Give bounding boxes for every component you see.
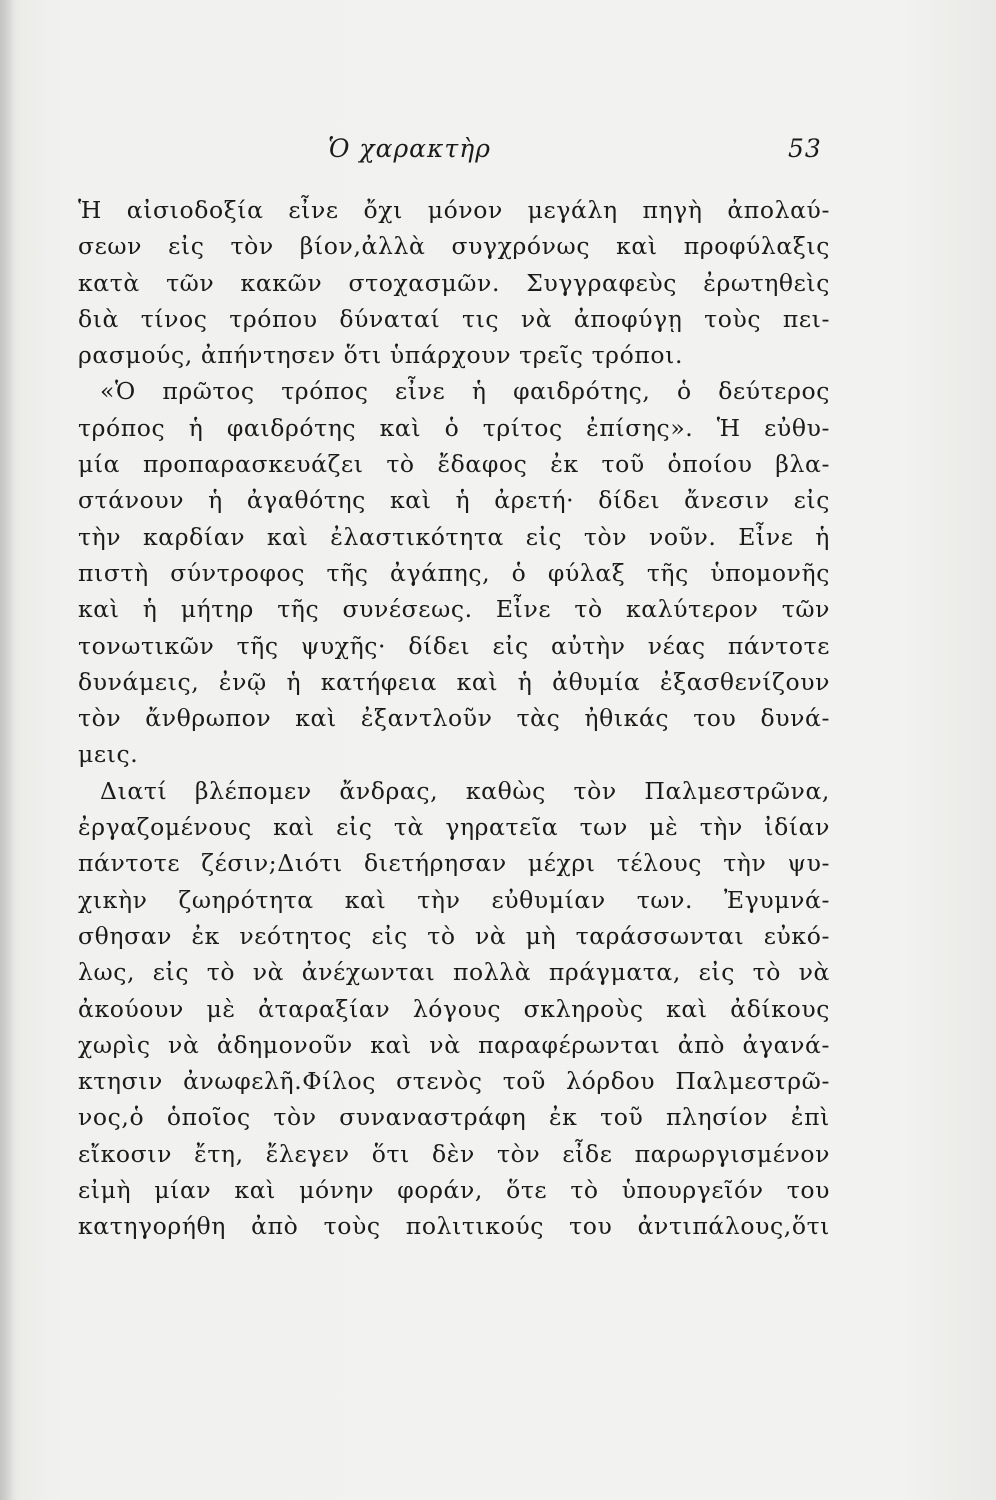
text-line: μεις. xyxy=(78,740,139,769)
page-number: 53 xyxy=(788,134,822,163)
text-line: μία προπαρασκευάζει τὸ ἔδαφος ἐκ τοῦ ὁποίου βλα- xyxy=(78,450,830,479)
text-line: τὸν ἄνθρωπον καὶ ἐξαντλοῦν τὰς ἠθικάς του δυνά- xyxy=(78,704,830,733)
text-line: λως, εἰς τὸ νὰ ἀνέχωνται πολλὰ πράγματα, εἰς τὸ νὰ xyxy=(78,958,830,987)
text-line: ἀκούουν μὲ ἀταραξίαν λόγους σκληροὺς καὶ ἀδίκους xyxy=(78,994,830,1023)
paragraph-1 xyxy=(78,192,830,373)
text-line: τονωτικῶν τῆς ψυχῆς· δίδει εἰς αὐτὴν νέας πάντοτε xyxy=(78,631,830,660)
paragraph-2 xyxy=(78,373,830,772)
paragraph-3 xyxy=(78,773,830,1245)
text-line: κατηγορήθη ἀπὸ τοὺς πολιτικούς του ἀντιπάλους,ὅτι xyxy=(78,1212,830,1241)
text-line: νος,ὁ ὁποῖος τὸν συναναστράφη ἐκ τοῦ πλησίον ἐπὶ xyxy=(78,1103,830,1132)
text-line: ἐργαζομένους καὶ εἰς τὰ γηρατεῖα των μὲ τὴν ἰδίαν xyxy=(78,813,830,842)
running-title: Ὁ χαρακτὴρ xyxy=(328,134,491,163)
text-line: διὰ τίνος τρόπου δύναταί τις νὰ ἀποφύγῃ τοὺς πει- xyxy=(78,304,830,333)
text-line: κτησιν ἀνωφελῆ.Φίλος στενὸς τοῦ λόρδου Παλμεστρῶ- xyxy=(78,1067,830,1096)
text-line: καὶ ἡ μήτηρ τῆς συνέσεως. Εἶνε τὸ καλύτερον τῶν xyxy=(78,595,830,624)
text-line: Ἡ αἰσιοδοξία εἶνε ὄχι μόνον μεγάλη πηγὴ ἀπολαύ- xyxy=(78,196,830,224)
text-line: χωρὶς νὰ ἀδημονοῦν καὶ νὰ παραφέρωνται ἀπὸ ἀγανά- xyxy=(78,1030,830,1059)
text-line: τρόπος ἡ φαιδρότης καὶ ὁ τρίτος ἐπίσης». Ἡ εὐθυ- xyxy=(78,413,830,442)
text-line: δυνάμεις, ἐνῷ ἡ κατήφεια καὶ ἡ ἀθυμία ἐξασθενίζουν xyxy=(78,667,830,696)
text-line: ρασμούς, ἀπήντησεν ὅτι ὑπάρχουν τρεῖς τρόποι. xyxy=(78,341,684,370)
text-line: πιστὴ σύντροφος τῆς ἀγάπης, ὁ φύλαξ τῆς ὑπομονῆς xyxy=(78,558,830,587)
text-line: πάντοτε ζέσιν;Διότι διετήρησαν μέχρι τέλους τὴν ψυ- xyxy=(78,849,830,878)
text-line: κατὰ τῶν κακῶν στοχασμῶν. Συγγραφεὺς ἐρωτηθεὶς xyxy=(78,268,830,297)
text-line: εἴκοσιν ἔτη, ἔλεγεν ὅτι δὲν τὸν εἶδε παρωργισμένον xyxy=(78,1139,830,1168)
binding-shadow xyxy=(0,0,14,1500)
text-line: εἰμὴ μίαν καὶ μόνην φοράν, ὅτε τὸ ὑπουργεῖόν του xyxy=(78,1176,830,1205)
text-line: σθησαν ἐκ νεότητος εἰς τὸ νὰ μὴ ταράσσωνται εὐκό- xyxy=(78,921,830,950)
page-header xyxy=(0,130,996,170)
text-line: τὴν καρδίαν καὶ ἐλαστικότητα εἰς τὸν νοῦν. Εἶνε ἡ xyxy=(78,522,830,551)
text-line: χικὴν ζωηρότητα καὶ τὴν εὐθυμίαν των. Ἐγυμνά- xyxy=(78,885,830,914)
text-line: Διατί βλέπομεν ἄνδρας, καθὼς τὸν Παλμεστρῶνα, xyxy=(100,776,830,805)
body-text xyxy=(78,192,830,1245)
text-line: «Ὁ πρῶτος τρόπος εἶνε ἡ φαιδρότης, ὁ δεύτερος xyxy=(100,377,830,406)
text-line: στάνουν ἡ ἀγαθότης καὶ ἡ ἀρετή· δίδει ἄνεσιν εἰς xyxy=(78,486,830,515)
text-line: σεων εἰς τὸν βίον,ἀλλὰ συγχρόνως καὶ προφύλαξις xyxy=(78,232,830,261)
